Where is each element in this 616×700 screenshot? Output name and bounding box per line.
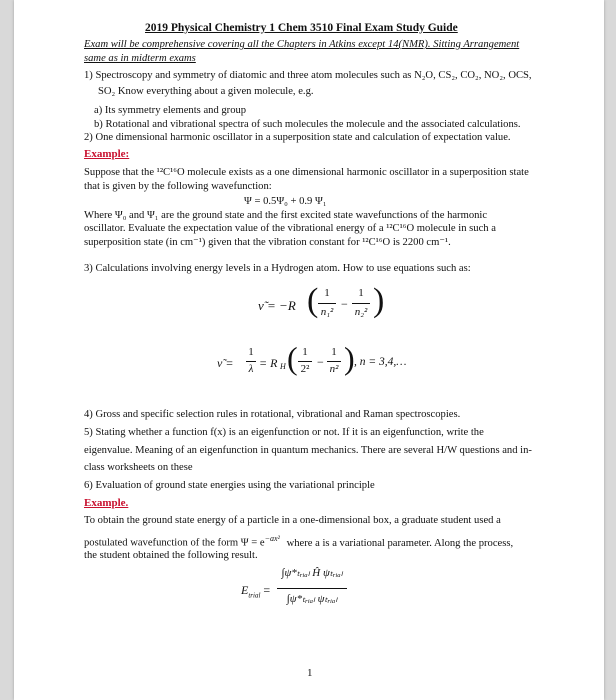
example-1-line-2: that is given by the following wavefunction: — [84, 181, 272, 192]
item-5-line-3: class worksheets on these — [84, 462, 193, 473]
eq1-bar2 — [352, 303, 370, 304]
eq1-lhs: ν̃ = −R — [258, 298, 296, 313]
item-2: 2) One dimensional harmonic oscillator in a superposition state and calculation of expectation value. — [84, 132, 511, 143]
example-2-label: Example. — [84, 497, 129, 509]
eq1-num1: 1 — [324, 287, 330, 299]
example-1-line-4: oscillator. Evaluate the expectation value of the vibrational energy of a ¹²C¹⁶O molecule in such a — [84, 223, 496, 234]
eq2-tail: , n = 3,4,… — [354, 356, 407, 368]
eq2-lhs: ν̃ = — [217, 356, 234, 370]
eq2-den1: 2² — [300, 363, 310, 375]
eq2-num1: 1 — [302, 346, 308, 358]
eq2-sub: H — [280, 362, 286, 371]
example-1-label: Example: — [84, 148, 130, 160]
eq3-lhs-symbol: E — [241, 583, 249, 597]
eq3-lhs-subscript: trial — [248, 591, 261, 600]
item-5-line-1: 5) Stating whether a function f(x) is an eigenfunction or not. If it is an eigenfunction, write the — [84, 427, 484, 438]
eq3-fraction-bar — [277, 588, 347, 589]
eq1-num2: 1 — [358, 287, 364, 299]
eq2-num2: 1 — [331, 346, 337, 358]
subtitle-line-2: same as in midterm exams — [84, 53, 196, 64]
eq3-equals: = — [263, 583, 271, 597]
eq2-bar2 — [327, 361, 341, 362]
eq1-den2: n₂² — [354, 306, 368, 318]
eq1-bar1 — [318, 303, 336, 304]
eq2-close-paren: ) — [344, 340, 355, 376]
item-4: 4) Gross and specific selection rules in rotational, vibrational and Raman spectroscopies. — [84, 409, 461, 420]
item-1-line-2: SO₂ Know everything about a given molecule, e.g. — [98, 86, 314, 97]
example-1-line-1: Suppose that the ¹²C¹⁶O molecule exists as a one dimensional harmonic oscillator in a superposition state — [84, 167, 529, 178]
subtitle-line-1: Exam will be comprehensive covering all the Chapters in Atkins except 14(NMR). Sitting Arrangement — [84, 39, 520, 50]
example-2-line-2b: where a is a variational parameter. Along the process, — [286, 537, 514, 549]
eq3-denominator: ∫ψ*ₜᵣᵢₐₗ ψₜᵣᵢₐₗ — [286, 593, 338, 605]
item-6: 6) Evaluation of ground state energies using the variational principle — [84, 480, 375, 491]
example-2-line-1: To obtain the ground state energy of a particle in a one-dimensional box, a graduate student used a — [84, 515, 501, 526]
page-title: 2019 Physical Chemistry 1 Chem 3510 Final Exam Study Guide — [145, 22, 458, 34]
eq1-den1: n₁² — [320, 306, 334, 318]
example-1-line-3: Where Ψ₀ and Ψ₁ are the ground state and the first excited state wavefunctions of the harmonic — [84, 210, 488, 221]
example-1-equation: Ψ = 0.5Ψ₀ + 0.9 Ψ₁ — [244, 196, 327, 207]
eq2-bar1 — [298, 361, 312, 362]
eq2-open-paren: ( — [287, 340, 298, 376]
eq1-minus: − — [341, 297, 348, 311]
eq3-lhs — [241, 583, 270, 599]
example-2-line-3: the student obtained the following result. — [84, 550, 258, 561]
eq1-open-paren: ( — [307, 282, 319, 319]
item-1b: b) Rotational and vibrational spectra of such molecules the molecule and the associated calculations. — [94, 119, 521, 130]
example-2-line-2 — [84, 532, 513, 550]
page-number: 1 — [307, 667, 313, 679]
eq2-den2: n² — [329, 363, 339, 375]
item-3: 3) Calculations involving energy levels in a Hydrogen atom. How to use equations such as: — [84, 263, 471, 274]
eq3-numerator: ∫ψ*ₜᵣᵢₐₗ Ĥ ψₜᵣᵢₐₗ — [281, 567, 343, 579]
item-5-line-2: eigenvalue. Meaning of an eigenfunction in quantum mechanics. There are several H/W questions and in- — [84, 445, 532, 456]
eq2-frac-den: λ — [248, 363, 254, 375]
document-page — [14, 0, 604, 700]
example-1-line-5: superposition state (in cm⁻¹) given that the vibration constant for ¹²C¹⁶O is 2200 cm⁻¹. — [84, 237, 451, 248]
eq2-minus: − — [317, 355, 324, 369]
item-1-line-1: 1) Spectroscopy and symmetry of diatomic and three atom molecules such as N₂O, CS₂, CO₂, NO₂, OCS, — [84, 70, 532, 81]
eq2-mid: = R — [259, 356, 278, 370]
eq1-close-paren: ) — [373, 282, 385, 319]
example-2-line-2a: postulated wavefunction of the form Ψ = e — [84, 537, 265, 549]
item-1a: a) Its symmetry elements and group — [94, 105, 247, 116]
eq2-frac-bar — [246, 361, 256, 362]
eq2-frac-num: 1 — [248, 346, 254, 358]
example-2-exponent: −ax² — [264, 534, 280, 543]
